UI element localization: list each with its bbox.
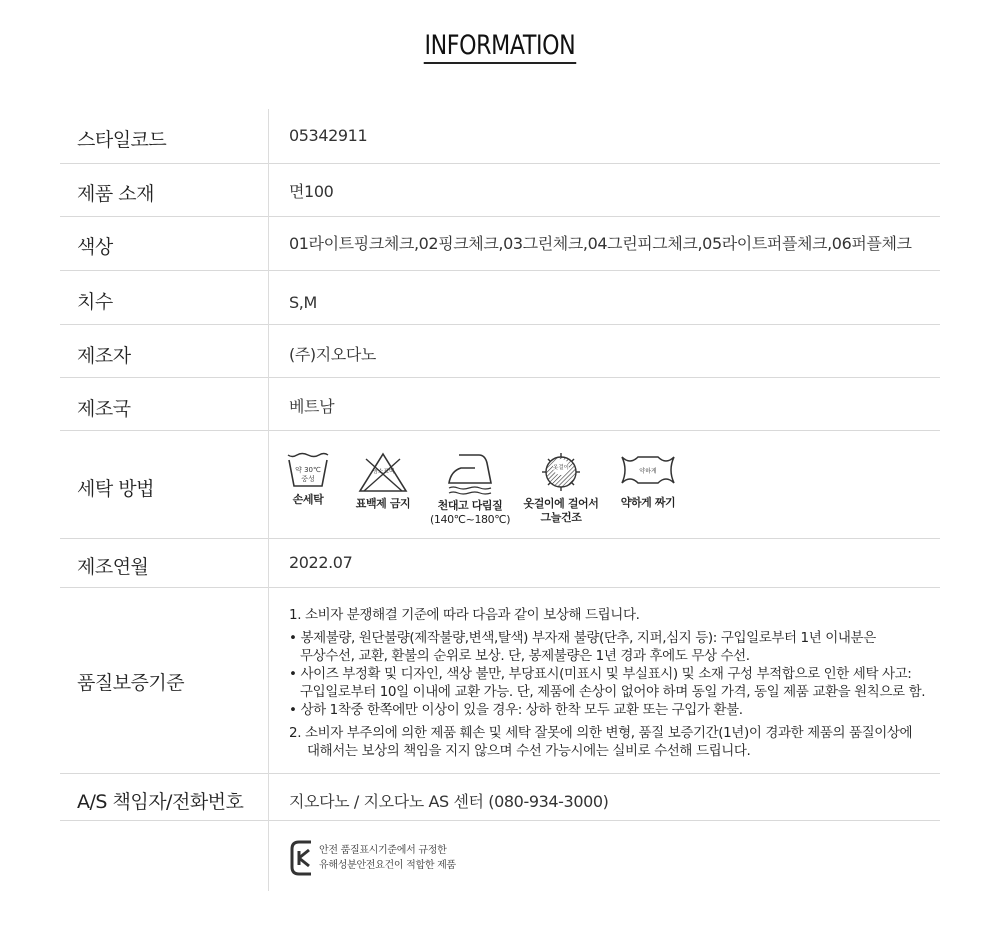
- row-care: [60, 431, 940, 539]
- row-value: 면100: [289, 182, 334, 201]
- row-value: (주)지오다노: [289, 345, 376, 364]
- svg-text:약하게: 약하게: [639, 468, 657, 475]
- column-divider: [268, 109, 269, 891]
- row-as: [60, 774, 940, 821]
- quality-text: 1. 소비자 분쟁해결 기준에 따라 다음과 같이 보상해 드립니다. • 봉제불량, 원단불량(제작불량,변색,탈색) 부자재 불량(단추, 지퍼,심지 등): 구입일로부터 1년 이내분은 무상수선, 교환, 환불의 순위로 보상. 단, 봉제불량은 1년 경과 후에도 무상 수선. • 사이즈 부정확 및 디자인, 색상 불만, 부당표시(미표시 및 부실표시) 및 소재 구성 부적합으로 인한 세탁 사고: 구입일로부터 10일 이내에 교환 가능. 단, 제품에 손상이 없어야 하며 동일 가격, 동일 제품 교환을 원칙으로 함. • 상하 1착중 한쪽에만 이상이 있을 경우: 상하 한착 모두 교환 또는 구입가 환불. 2. 소비자 부주의에 의한 제품 훼손 및 세탁 잘못에 의한 변형, 품질 보증기간(1년)이 경과한 제품의 품질이상에 대해서는 보상의 책임을 지지 않으며 수선 가능시에는 실비로 수선해 드립니다.: [289, 607, 926, 759]
- care-label: 표백제 금지: [355, 497, 411, 510]
- kc-mark: [289, 839, 456, 881]
- row-label: 세탁 방법: [77, 478, 154, 500]
- row-maker: [60, 325, 940, 378]
- svg-text:표백: 표백: [383, 469, 395, 475]
- row-kc: [60, 821, 940, 891]
- row-label: 제조국: [77, 398, 131, 420]
- row-label: 스타일코드: [77, 129, 167, 151]
- care-label: 옷걸이에 걸어서 그늘건조: [523, 497, 599, 524]
- row-value: 베트남: [289, 397, 335, 416]
- kc-logo-icon: [289, 839, 315, 877]
- row-value: 01라이트핑크체크,02핑크체크,03그린체크,04그린피그체크,05라이트퍼플체크,06퍼플체크: [289, 234, 912, 253]
- gentle-wring-icon: [618, 451, 678, 489]
- row-date: [60, 539, 940, 588]
- row-color: [60, 217, 940, 271]
- svg-text:약 30℃: 약 30℃: [295, 466, 321, 474]
- svg-text:옷걸이: 옷걸이: [553, 465, 569, 471]
- care-item-iron: [430, 451, 510, 527]
- care-item-no-bleach: [353, 451, 413, 511]
- row-label: A/S 책임자/전화번호: [77, 791, 244, 813]
- care-item-hanger-dry: [519, 451, 603, 525]
- care-label: 천대고 다림질 (140℃~180℃): [430, 499, 511, 526]
- hand-wash-icon: [286, 451, 330, 489]
- care-label: 약하게 짜기: [620, 496, 676, 509]
- care-item-gentle-wring: [615, 451, 681, 510]
- row-material: [60, 164, 940, 217]
- row-quality: [60, 588, 940, 774]
- hanger-shade-dry-icon: [538, 451, 584, 493]
- row-country: [60, 378, 940, 431]
- row-label: 제조자: [77, 345, 131, 367]
- row-size: [60, 271, 940, 325]
- row-label: 제품 소재: [77, 183, 154, 205]
- row-label: 치수: [77, 291, 113, 313]
- iron-icon: [447, 451, 493, 495]
- care-item-hand-wash: [285, 451, 331, 507]
- kc-text: 안전 품질표시기준에서 규정한 유해성분안전요건이 적합한 제품: [319, 845, 456, 871]
- no-bleach-icon: [358, 451, 408, 493]
- row-style-code: [60, 109, 940, 164]
- row-value: 지오다노 / 지오다노 AS 센터 (080-934-3000): [289, 792, 609, 811]
- row-value: 05342911: [289, 126, 368, 145]
- svg-text:중성: 중성: [301, 475, 315, 483]
- row-label: 품질보증기준: [77, 672, 185, 694]
- row-value: S,M: [289, 293, 317, 312]
- row-value: 2022.07: [289, 553, 353, 572]
- svg-text:염소: 염소: [372, 469, 384, 475]
- row-label: 색상: [77, 236, 113, 258]
- page-title: INFORMATION: [0, 30, 1000, 64]
- row-label: 제조연월: [77, 556, 149, 578]
- care-label: 손세탁: [292, 493, 324, 506]
